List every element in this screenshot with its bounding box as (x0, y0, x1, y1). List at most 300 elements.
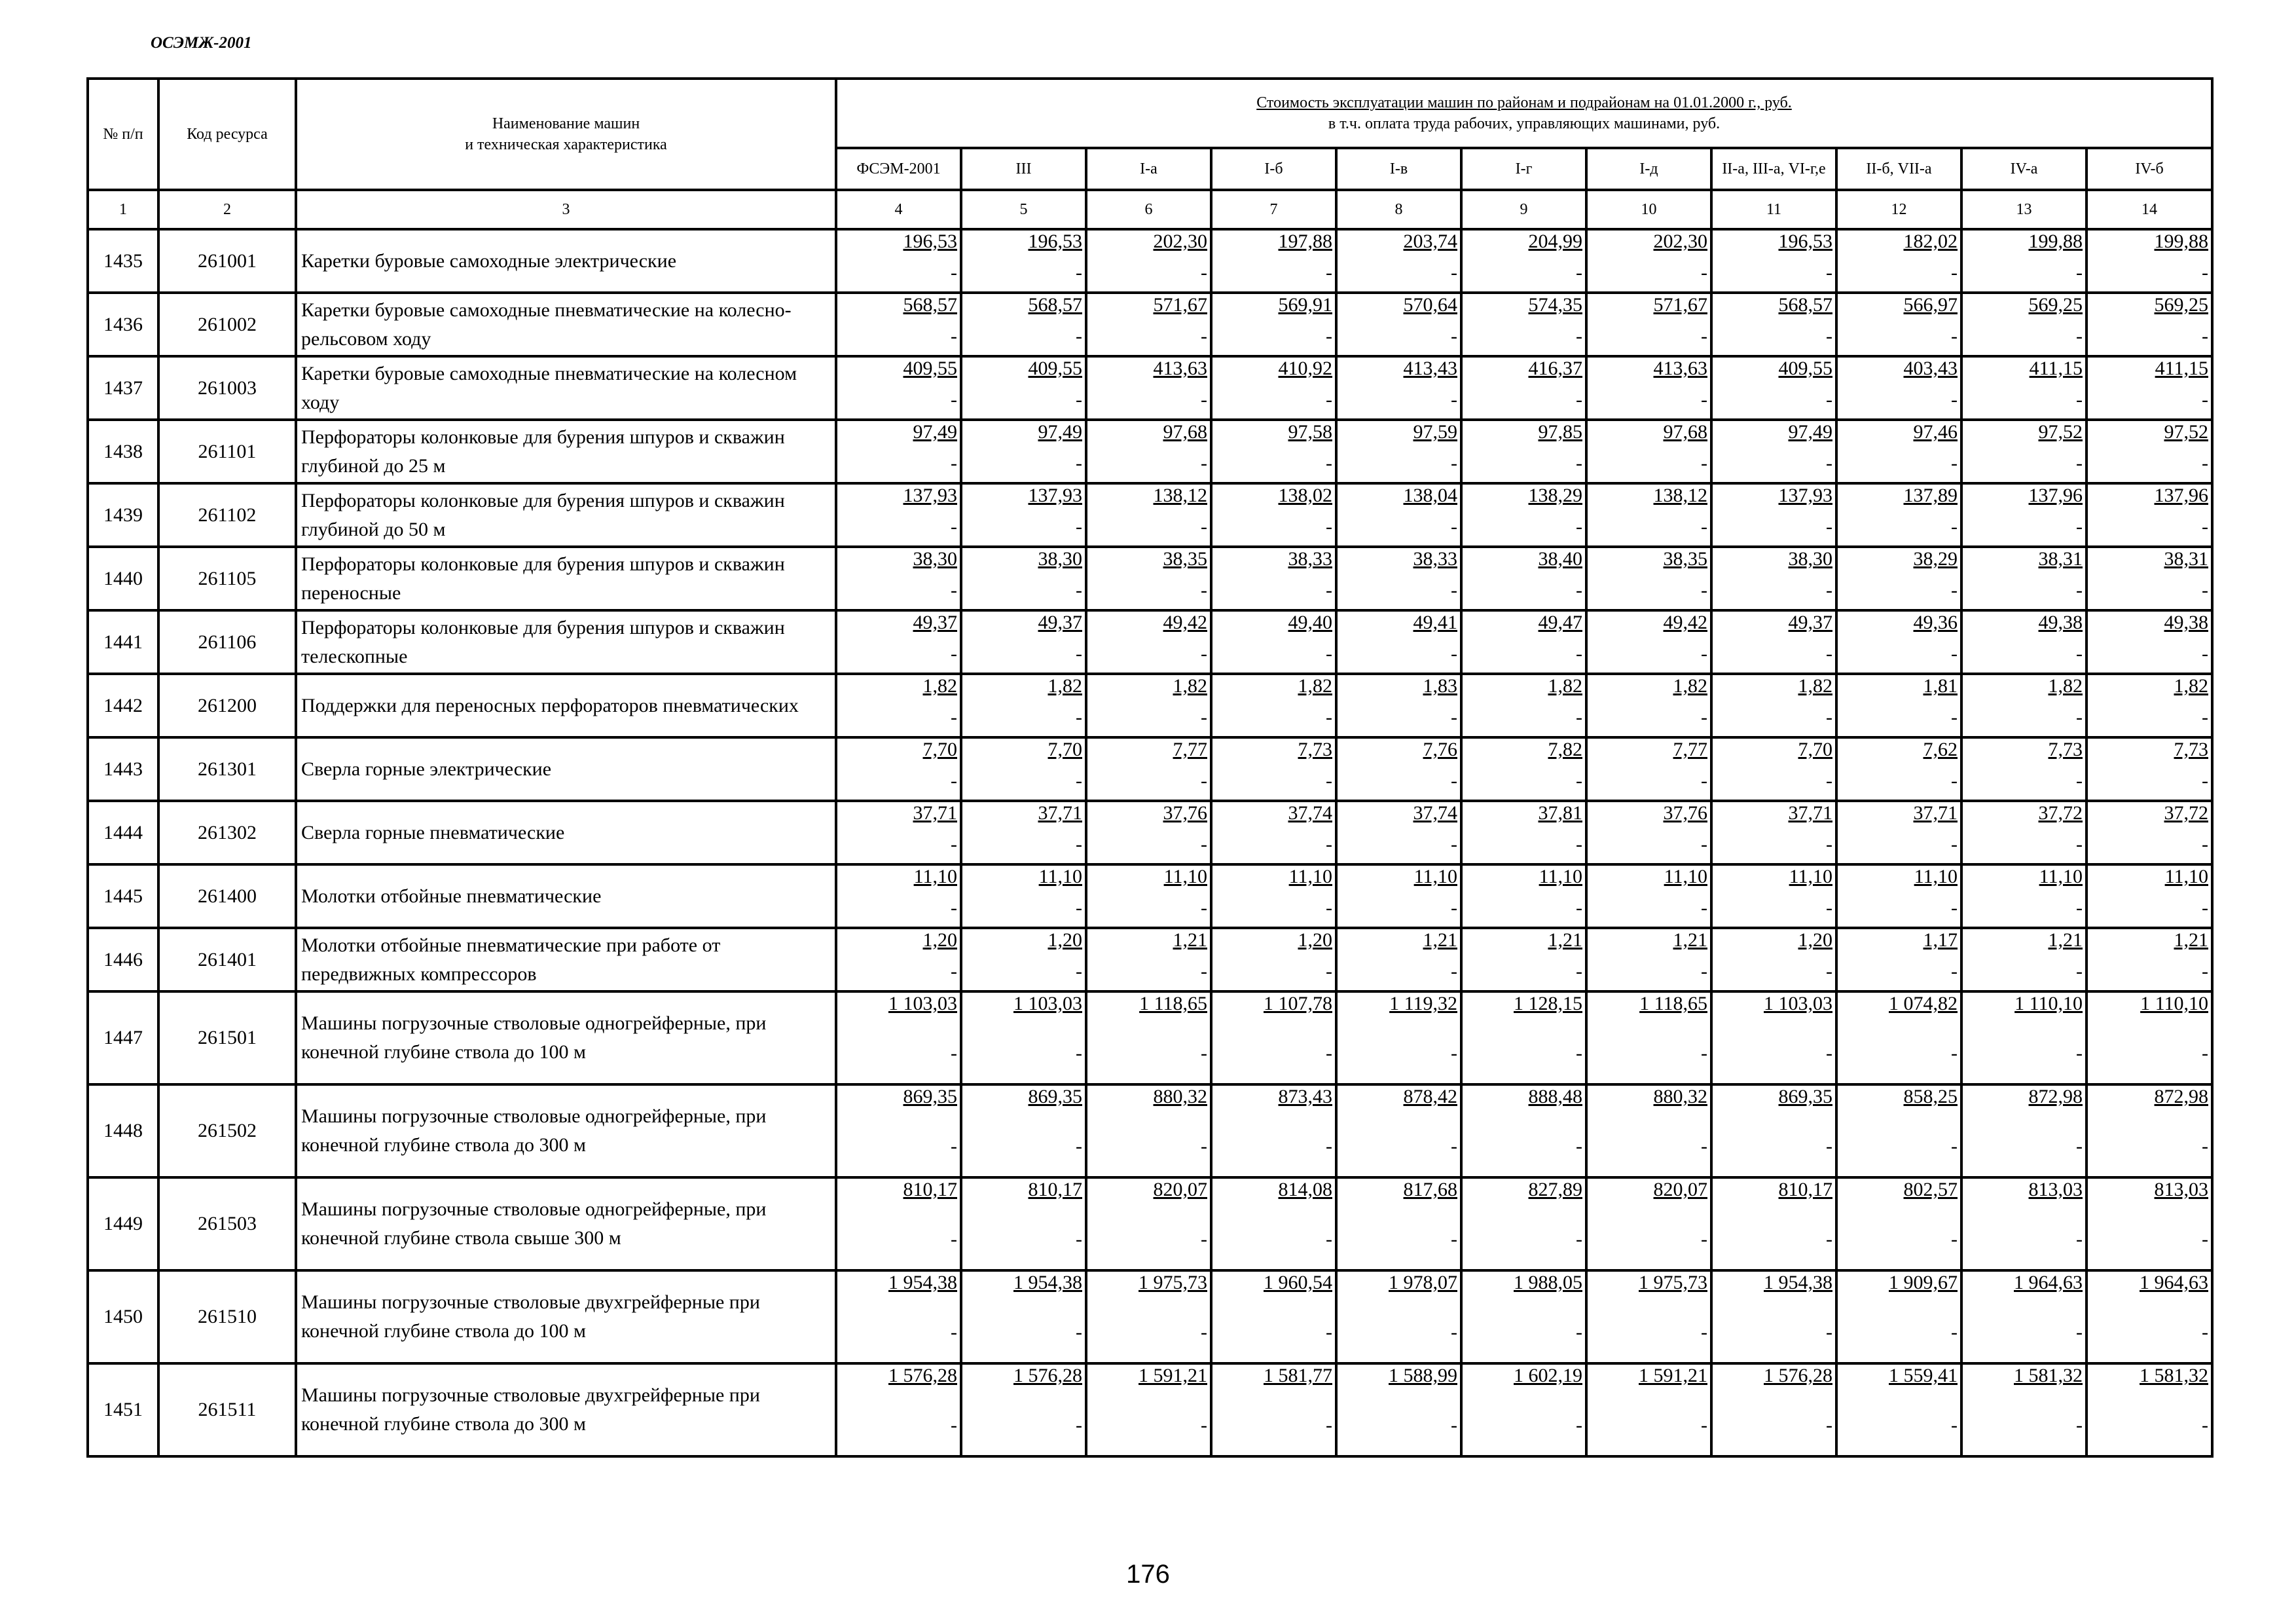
labor-cost-value: - (2202, 262, 2208, 284)
cost-cell (1086, 547, 1211, 610)
cost-cell (1461, 547, 1586, 610)
cost-value: 49,38 (2038, 612, 2083, 633)
cost-value: 138,04 (1403, 485, 1457, 506)
cost-value: 1,82 (1173, 675, 1207, 697)
cost-value: 409,55 (903, 358, 957, 379)
cost-value: 569,91 (1278, 294, 1332, 316)
header-cost-line1: Стоимость эксплуатации машин по районам и подрайонам на 01.01.2000 г., руб. (1256, 94, 1792, 111)
cost-cell (1836, 928, 1961, 991)
labor-cost-value: - (1951, 262, 1958, 284)
labor-cost-value: - (951, 834, 957, 855)
cost-value: 570,64 (1403, 294, 1457, 316)
table-row (88, 356, 2212, 420)
cost-cell (1336, 991, 1461, 1084)
labor-cost-value: - (1076, 897, 1082, 919)
header-region: IV-а (1961, 148, 2086, 190)
cost-value: 37,71 (913, 802, 957, 824)
cost-cell (1086, 293, 1211, 356)
labor-cost-value: - (1326, 961, 1332, 982)
cost-cell (2086, 1270, 2212, 1363)
cost-cell (1961, 420, 2086, 483)
machine-name: Перфораторы колонковые для бурения шпуров и скважин глубиной до 25 м (296, 420, 836, 483)
cost-value: 97,46 (1913, 421, 1958, 443)
cost-value: 38,40 (1538, 548, 1582, 570)
cost-cell (1211, 229, 1336, 293)
cost-value: 49,36 (1913, 612, 1958, 633)
row-number: 1441 (88, 610, 158, 674)
cost-value: 1 964,63 (2014, 1272, 2083, 1293)
cost-cell (1461, 483, 1586, 547)
cost-cell (1836, 610, 1961, 674)
resource-code: 261106 (158, 610, 296, 674)
cost-value: 7,70 (1798, 739, 1832, 760)
cost-cell (1211, 610, 1336, 674)
column-number: 8 (1336, 190, 1461, 229)
cost-value: 1 576,28 (888, 1365, 957, 1386)
cost-cell (1961, 674, 2086, 737)
cost-cell (1211, 801, 1336, 864)
labor-cost-value: - (1826, 1043, 1832, 1064)
labor-cost-value: - (1951, 897, 1958, 919)
labor-cost-value: - (1076, 325, 1082, 347)
cost-value: 11,10 (913, 866, 957, 887)
labor-cost-value: - (1951, 1228, 1958, 1250)
cost-value: 137,96 (2154, 485, 2208, 506)
cost-cell (1836, 293, 1961, 356)
cost-value: 7,73 (1298, 739, 1332, 760)
labor-cost-value: - (2202, 452, 2208, 474)
cost-cell (1586, 610, 1711, 674)
cost-cell (1836, 1177, 1961, 1270)
cost-value: 1 110,10 (2014, 993, 2083, 1014)
resource-code: 261002 (158, 293, 296, 356)
labor-cost-value: - (1951, 1135, 1958, 1157)
cost-value: 1,17 (1923, 929, 1958, 951)
cost-value: 810,17 (1778, 1179, 1832, 1200)
cost-value: 569,25 (2154, 294, 2208, 316)
cost-cell (1711, 1270, 1836, 1363)
labor-cost-value: - (951, 770, 957, 792)
cost-cell (2086, 864, 2212, 928)
column-number: 2 (158, 190, 296, 229)
labor-cost-value: - (1826, 516, 1832, 538)
cost-value: 1 954,38 (1013, 1272, 1082, 1293)
cost-cell (1211, 674, 1336, 737)
labor-cost-value: - (1826, 1135, 1832, 1157)
labor-cost-value: - (1326, 1043, 1332, 1064)
cost-cell (1586, 674, 1711, 737)
cost-cell (1336, 1177, 1461, 1270)
cost-cell (1711, 293, 1836, 356)
cost-value: 1 103,03 (888, 993, 957, 1014)
cost-cell (1586, 928, 1711, 991)
cost-cell (1211, 991, 1336, 1084)
cost-value: 1,20 (1298, 929, 1332, 951)
cost-value: 820,07 (1153, 1179, 1207, 1200)
cost-cell (2086, 547, 2212, 610)
labor-cost-value: - (1576, 1321, 1582, 1343)
cost-value: 7,70 (922, 739, 957, 760)
cost-value: 869,35 (1028, 1086, 1082, 1107)
cost-value: 1 074,82 (1889, 993, 1958, 1014)
cost-cell (2086, 356, 2212, 420)
cost-cell (2086, 420, 2212, 483)
labor-cost-value: - (1951, 961, 1958, 982)
cost-value: 97,52 (2164, 421, 2208, 443)
cost-cell (1211, 483, 1336, 547)
cost-cell (1461, 1084, 1586, 1177)
cost-value: 880,32 (1653, 1086, 1707, 1107)
cost-cell (1211, 1363, 1336, 1456)
labor-cost-value: - (1826, 961, 1832, 982)
cost-value: 1 588,99 (1389, 1365, 1457, 1386)
machine-name: Перфораторы колонковые для бурения шпуров и скважин телескопные (296, 610, 836, 674)
cost-cell (1711, 991, 1836, 1084)
cost-value: 1 576,28 (1764, 1365, 1832, 1386)
cost-value: 1 581,32 (2014, 1365, 2083, 1386)
cost-value: 11,10 (1413, 866, 1457, 887)
cost-cell (1336, 293, 1461, 356)
table-row (88, 801, 2212, 864)
cost-value: 7,77 (1173, 739, 1207, 760)
cost-value: 569,25 (2028, 294, 2083, 316)
cost-value: 49,38 (2164, 612, 2208, 633)
machine-name: Перфораторы колонковые для бурения шпуров и скважин глубиной до 50 м (296, 483, 836, 547)
labor-cost-value: - (2076, 834, 2083, 855)
cost-cell (1586, 293, 1711, 356)
labor-cost-value: - (1826, 325, 1832, 347)
column-number: 9 (1461, 190, 1586, 229)
column-number: 3 (296, 190, 836, 229)
resource-code: 261003 (158, 356, 296, 420)
cost-value: 138,02 (1278, 485, 1332, 506)
cost-cell (1336, 356, 1461, 420)
labor-cost-value: - (1201, 897, 1207, 919)
labor-cost-value: - (1076, 1135, 1082, 1157)
cost-cell (1211, 293, 1336, 356)
cost-cell (1086, 1084, 1211, 1177)
cost-value: 1 559,41 (1889, 1365, 1958, 1386)
cost-value: 1 591,21 (1139, 1365, 1207, 1386)
labor-cost-value: - (1576, 897, 1582, 919)
labor-cost-value: - (1326, 516, 1332, 538)
cost-value: 827,89 (1528, 1179, 1582, 1200)
cost-cell (1961, 737, 2086, 801)
cost-cell (1211, 737, 1336, 801)
cost-cell (836, 864, 961, 928)
cost-value: 413,63 (1653, 358, 1707, 379)
labor-cost-value: - (1326, 1228, 1332, 1250)
machine-name: Перфораторы колонковые для бурения шпуров и скважин переносные (296, 547, 836, 610)
cost-cell (1461, 991, 1586, 1084)
cost-value: 137,89 (1903, 485, 1958, 506)
row-number: 1447 (88, 991, 158, 1084)
cost-cell (1586, 864, 1711, 928)
cost-value: 137,93 (1778, 485, 1832, 506)
labor-cost-value: - (1201, 770, 1207, 792)
cost-cell (1336, 420, 1461, 483)
cost-cell (1836, 229, 1961, 293)
labor-cost-value: - (1951, 1043, 1958, 1064)
cost-value: 1 954,38 (888, 1272, 957, 1293)
cost-value: 810,17 (903, 1179, 957, 1200)
labor-cost-value: - (1451, 643, 1457, 665)
labor-cost-value: - (1326, 1321, 1332, 1343)
cost-value: 1,21 (1423, 929, 1457, 951)
labor-cost-value: - (1076, 643, 1082, 665)
labor-cost-value: - (1951, 770, 1958, 792)
cost-value: 411,15 (2029, 358, 2083, 379)
labor-cost-value: - (1826, 1228, 1832, 1250)
table-row (88, 610, 2212, 674)
machine-name: Машины погрузочные стволовые одногрейферные, при конечной глубине ствола свыше 300 м (296, 1177, 836, 1270)
machine-name: Молотки отбойные пневматические (296, 864, 836, 928)
cost-value: 38,30 (1788, 548, 1832, 570)
cost-value: 7,70 (1048, 739, 1082, 760)
labor-cost-value: - (1201, 325, 1207, 347)
labor-cost-value: - (2202, 770, 2208, 792)
resource-code: 261302 (158, 801, 296, 864)
cost-value: 411,15 (2155, 358, 2208, 379)
cost-value: 11,10 (1914, 866, 1958, 887)
labor-cost-value: - (1076, 1228, 1082, 1250)
cost-value: 1,82 (1673, 675, 1707, 697)
resource-code: 261501 (158, 991, 296, 1084)
cost-value: 97,49 (913, 421, 957, 443)
cost-value: 1 581,77 (1264, 1365, 1332, 1386)
cost-value: 137,93 (1028, 485, 1082, 506)
cost-cell (1461, 229, 1586, 293)
labor-cost-value: - (1201, 1414, 1207, 1436)
cost-value: 137,96 (2028, 485, 2083, 506)
column-number: 14 (2086, 190, 2212, 229)
cost-value: 1,82 (1048, 675, 1082, 697)
labor-cost-value: - (1201, 452, 1207, 474)
cost-cell (1461, 1177, 1586, 1270)
labor-cost-value: - (1826, 452, 1832, 474)
labor-cost-value: - (1201, 389, 1207, 411)
labor-cost-value: - (1576, 325, 1582, 347)
cost-value: 1 576,28 (1013, 1365, 1082, 1386)
labor-cost-value: - (1576, 961, 1582, 982)
table-row (88, 420, 2212, 483)
labor-cost-value: - (2202, 1321, 2208, 1343)
cost-value: 568,57 (903, 294, 957, 316)
cost-value: 409,55 (1028, 358, 1082, 379)
labor-cost-value: - (1951, 516, 1958, 538)
labor-cost-value: - (1326, 1414, 1332, 1436)
labor-cost-value: - (1451, 707, 1457, 728)
cost-value: 813,03 (2154, 1179, 2208, 1200)
labor-cost-value: - (1451, 1043, 1457, 1064)
labor-cost-value: - (2076, 1414, 2083, 1436)
cost-cell (836, 674, 961, 737)
labor-cost-value: - (1576, 1228, 1582, 1250)
cost-value: 1 107,78 (1264, 993, 1332, 1014)
cost-value: 1 118,65 (1139, 993, 1207, 1014)
cost-cell (1461, 801, 1586, 864)
cost-cell (1086, 356, 1211, 420)
header-region: II-б, VII-а (1836, 148, 1961, 190)
labor-cost-value: - (1576, 580, 1582, 601)
cost-cell (1836, 547, 1961, 610)
labor-cost-value: - (2202, 834, 2208, 855)
labor-cost-value: - (1576, 516, 1582, 538)
cost-value: 1,20 (1048, 929, 1082, 951)
cost-value: 1 103,03 (1764, 993, 1832, 1014)
machine-name: Каретки буровые самоходные электрические (296, 229, 836, 293)
labor-cost-value: - (951, 516, 957, 538)
machine-name: Машины погрузочные стволовые двухгрейферные при конечной глубине ствола до 300 м (296, 1363, 836, 1456)
labor-cost-value: - (1951, 643, 1958, 665)
cost-value: 571,67 (1653, 294, 1707, 316)
cost-value: 38,35 (1163, 548, 1207, 570)
labor-cost-value: - (1826, 1321, 1832, 1343)
cost-value: 1 118,65 (1639, 993, 1707, 1014)
header-region: I-а (1086, 148, 1211, 190)
header-region: I-б (1211, 148, 1336, 190)
labor-cost-value: - (2202, 1043, 2208, 1064)
cost-value: 1 960,54 (1264, 1272, 1332, 1293)
table-row (88, 1270, 2212, 1363)
cost-value: 138,29 (1528, 485, 1582, 506)
labor-cost-value: - (1326, 643, 1332, 665)
cost-cell (1086, 483, 1211, 547)
labor-cost-value: - (951, 1228, 957, 1250)
labor-cost-value: - (1826, 1414, 1832, 1436)
cost-value: 7,82 (1548, 739, 1582, 760)
cost-value: 872,98 (2154, 1086, 2208, 1107)
labor-cost-value: - (1701, 1043, 1707, 1064)
labor-cost-value: - (2202, 516, 2208, 538)
document-code: ОСЭМЖ-2001 (151, 34, 252, 52)
machine-name: Сверла горные пневматические (296, 801, 836, 864)
row-number: 1439 (88, 483, 158, 547)
labor-cost-value: - (1951, 1321, 1958, 1343)
table-row (88, 1363, 2212, 1456)
labor-cost-value: - (2076, 643, 2083, 665)
cost-value: 196,53 (903, 231, 957, 252)
cost-cell (1211, 1084, 1336, 1177)
cost-cell (1711, 1177, 1836, 1270)
column-number: 6 (1086, 190, 1211, 229)
machine-name: Сверла горные электрические (296, 737, 836, 801)
cost-cell (1336, 229, 1461, 293)
labor-cost-value: - (1201, 516, 1207, 538)
labor-cost-value: - (1201, 1043, 1207, 1064)
cost-cell (1086, 737, 1211, 801)
cost-cell (1461, 1270, 1586, 1363)
cost-cell (961, 737, 1086, 801)
labor-cost-value: - (2076, 389, 2083, 411)
labor-cost-value: - (1701, 1414, 1707, 1436)
table-row (88, 1084, 2212, 1177)
machine-name: Машины погрузочные стволовые одногрейферные, при конечной глубине ствола до 100 м (296, 991, 836, 1084)
cost-value: 1,20 (922, 929, 957, 951)
cost-cell (1586, 356, 1711, 420)
cost-value: 566,97 (1903, 294, 1958, 316)
cost-value: 880,32 (1153, 1086, 1207, 1107)
labor-cost-value: - (1201, 834, 1207, 855)
cost-cell (2086, 991, 2212, 1084)
resource-code: 261502 (158, 1084, 296, 1177)
row-number: 1446 (88, 928, 158, 991)
cost-cell (1586, 547, 1711, 610)
cost-value: 199,88 (2028, 231, 2083, 252)
cost-value: 1 103,03 (1013, 993, 1082, 1014)
cost-value: 138,12 (1653, 485, 1707, 506)
cost-value: 203,74 (1403, 231, 1457, 252)
labor-cost-value: - (1201, 643, 1207, 665)
cost-cell (1711, 864, 1836, 928)
cost-cell (1336, 864, 1461, 928)
labor-cost-value: - (2202, 389, 2208, 411)
column-number: 1 (88, 190, 158, 229)
cost-value: 49,37 (913, 612, 957, 633)
cost-value: 858,25 (1903, 1086, 1958, 1107)
cost-cell (961, 420, 1086, 483)
cost-value: 38,29 (1913, 548, 1958, 570)
cost-cell (1336, 1270, 1461, 1363)
cost-cell (961, 1363, 1086, 1456)
cost-value: 97,49 (1788, 421, 1832, 443)
cost-value: 1 581,32 (2140, 1365, 2208, 1386)
cost-cell (836, 928, 961, 991)
cost-value: 11,10 (1539, 866, 1582, 887)
row-number: 1450 (88, 1270, 158, 1363)
labor-cost-value: - (1951, 580, 1958, 601)
labor-cost-value: - (1451, 1228, 1457, 1250)
cost-value: 202,30 (1153, 231, 1207, 252)
table-row (88, 864, 2212, 928)
cost-value: 11,10 (2164, 866, 2208, 887)
cost-value: 1,82 (1798, 675, 1832, 697)
cost-cell (961, 229, 1086, 293)
header-cost (836, 79, 2212, 148)
labor-cost-value: - (1576, 389, 1582, 411)
labor-cost-value: - (951, 1043, 957, 1064)
cost-value: 574,35 (1528, 294, 1582, 316)
table-row (88, 928, 2212, 991)
labor-cost-value: - (1826, 707, 1832, 728)
labor-cost-value: - (1451, 1414, 1457, 1436)
cost-cell (1711, 420, 1836, 483)
cost-value: 817,68 (1403, 1179, 1457, 1200)
cost-cell (961, 1177, 1086, 1270)
cost-value: 137,93 (903, 485, 957, 506)
cost-cell (1086, 991, 1211, 1084)
cost-cell (1961, 293, 2086, 356)
cost-cell (961, 674, 1086, 737)
table-row (88, 229, 2212, 293)
labor-cost-value: - (2202, 707, 2208, 728)
cost-cell (2086, 737, 2212, 801)
cost-value: 802,57 (1903, 1179, 1958, 1200)
labor-cost-value: - (1451, 325, 1457, 347)
labor-cost-value: - (2076, 452, 2083, 474)
cost-cell (1711, 547, 1836, 610)
column-number: 12 (1836, 190, 1961, 229)
labor-cost-value: - (1451, 961, 1457, 982)
cost-cell (2086, 801, 2212, 864)
cost-value: 182,02 (1903, 231, 1958, 252)
cost-value: 38,31 (2038, 548, 2083, 570)
cost-value: 1,82 (2048, 675, 2083, 697)
labor-cost-value: - (1701, 707, 1707, 728)
cost-value: 1,82 (922, 675, 957, 697)
cost-value: 37,74 (1288, 802, 1332, 824)
cost-value: 1,83 (1423, 675, 1457, 697)
